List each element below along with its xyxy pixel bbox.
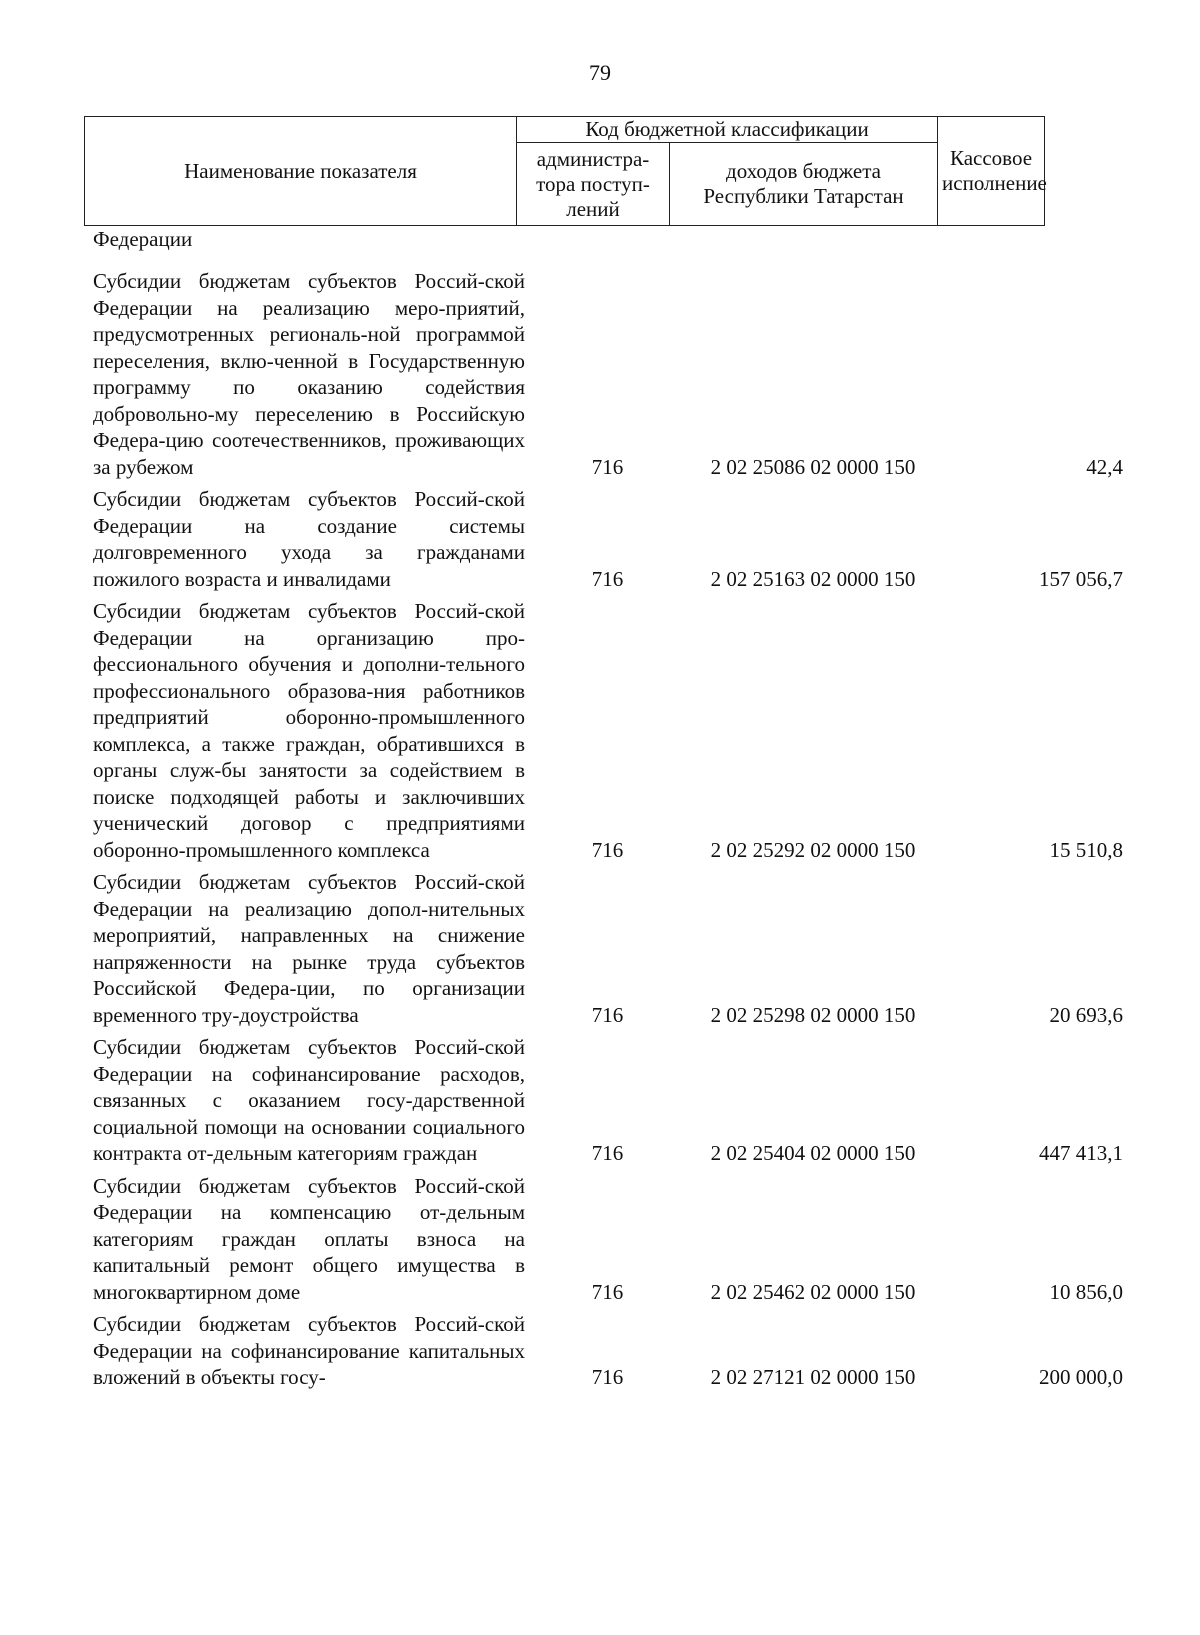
header-amount-column: Кассовое исполнение <box>938 117 1045 226</box>
revenue-code: 2 02 25163 02 0000 150 <box>710 566 916 591</box>
revenue-code: 2 02 27121 02 0000 150 <box>710 1365 916 1389</box>
admin-code: 716 <box>591 454 624 479</box>
table-row <box>93 1034 1133 1167</box>
header-code-column: доходов бюджета Республики Татарстан <box>670 143 938 226</box>
indicator-name: Субсидии бюджетам субъектов Россий-ской Федерации на софинансирование капитальных вложений в объекты госу- <box>93 1312 525 1389</box>
table-row <box>93 598 1133 863</box>
revenue-code: 2 02 25292 02 0000 150 <box>710 837 916 862</box>
cash-execution-amount: 10 856,0 <box>1049 1279 1123 1304</box>
table-row <box>93 268 1133 480</box>
header-admin-column: администра-тора поступ-лений <box>517 143 670 226</box>
header-name-column: Наименование показателя <box>85 117 517 226</box>
cash-execution-amount: 200 000,0 <box>1039 1365 1123 1389</box>
page-number: 79 <box>589 60 611 85</box>
table-body <box>93 268 1133 1397</box>
table-header <box>84 116 1045 226</box>
cash-execution-amount: 447 413,1 <box>1039 1141 1123 1165</box>
admin-code: 716 <box>591 1141 624 1165</box>
admin-code: 716 <box>591 1002 624 1027</box>
indicator-name: Субсидии бюджетам субъектов Россий-ской Федерации на компенсацию от-дельным категориям граждан оплаты взноса на капитальный ремонт общего имущества в многоквартирном доме <box>93 1173 525 1304</box>
continuation-text: Федерации <box>93 227 193 251</box>
table-row <box>93 869 1133 1028</box>
cash-execution-amount: 42,4 <box>1086 454 1123 479</box>
admin-code: 716 <box>591 837 624 862</box>
header-classification-group: Код бюджетной классификации <box>517 117 938 143</box>
indicator-name: Субсидии бюджетам субъектов Россий-ской Федерации на организацию про-фессионального обучения и дополни-тельного профессионального образова-ния работников предприятий оборонно-промышленного комплекса, а также граждан, обратившихся в органы служ-бы занятости за содействием в поиске подходящей работы и заключивших ученический договор с предприятиями оборонно-промышленного комплекса <box>93 599 525 862</box>
cash-execution-amount: 20 693,6 <box>1049 1002 1123 1027</box>
indicator-name: Субсидии бюджетам субъектов Россий-ской Федерации на реализацию допол-нительных мероприятий, направленных на снижение напряженности на рынке труда субъектов Российской Федера-ции, по организации временного тру-доустройства <box>93 870 525 1027</box>
revenue-code: 2 02 25298 02 0000 150 <box>710 1002 916 1027</box>
indicator-name: Субсидии бюджетам субъектов Россий-ской Федерации на создание системы долговременного ухода за гражданами пожилого возраста и инвалидами <box>93 487 525 591</box>
cash-execution-amount: 15 510,8 <box>1049 837 1123 862</box>
indicator-name: Субсидии бюджетам субъектов Россий-ской Федерации на реализацию меро-приятий, предусмотренных региональ-ной программой переселения, вклю-ченной в Государственную программу по оказанию содействия добровольно-му переселению в Российскую Федера-цию соотечественников, проживающих за рубежом <box>93 269 525 479</box>
revenue-code: 2 02 25462 02 0000 150 <box>710 1279 916 1304</box>
indicator-name: Субсидии бюджетам субъектов Россий-ской Федерации на софинансирование расходов, связанных с оказанием госу-дарственной социальной помощи на основании социального контракта от-дельным категориям граждан <box>93 1035 525 1165</box>
table-row <box>93 486 1133 592</box>
revenue-code: 2 02 25086 02 0000 150 <box>710 454 916 479</box>
admin-code: 716 <box>591 1365 624 1389</box>
admin-code: 716 <box>591 1279 624 1304</box>
cash-execution-amount: 157 056,7 <box>1039 566 1123 591</box>
revenue-code: 2 02 25404 02 0000 150 <box>710 1141 916 1165</box>
table-row <box>93 1173 1133 1306</box>
table-row <box>93 1311 1133 1391</box>
admin-code: 716 <box>591 566 624 591</box>
